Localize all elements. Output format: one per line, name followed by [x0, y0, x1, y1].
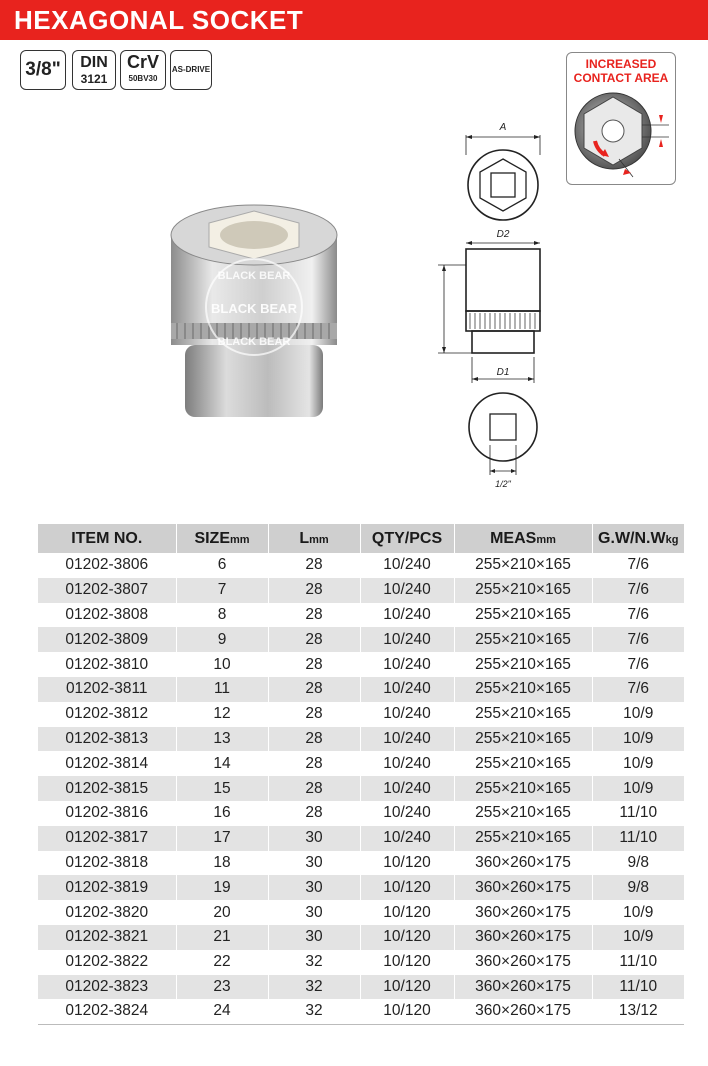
table-cell: 7/6 [627, 605, 650, 623]
table-cell: 32 [268, 999, 360, 1024]
material-badge [120, 50, 166, 90]
table-row [38, 999, 684, 1024]
table-cell: 28 [268, 627, 360, 652]
table-cell: 28 [268, 652, 360, 677]
table-cell: 01202-3815 [38, 776, 176, 801]
table-row [38, 851, 684, 876]
din-badge-label: DIN [80, 54, 108, 71]
column-header-label: L [299, 529, 310, 547]
socket-photo [165, 195, 345, 430]
table-row [38, 900, 684, 925]
table-cell: 255×210×165 [454, 826, 592, 851]
table-cell: 28 [268, 702, 360, 727]
table-cell: 01202-3814 [38, 751, 176, 776]
table-row [38, 727, 684, 752]
table-cell: 10/120 [360, 975, 454, 1000]
table-cell: 01202-3810 [38, 652, 176, 677]
table-cell: 7/6 [592, 627, 684, 652]
table-cell: 13 [176, 727, 268, 752]
table-cell: 12 [176, 702, 268, 727]
dim-drive-label: 1/2" [495, 479, 511, 489]
table-cell: 255×210×165 [454, 652, 592, 677]
watermark-center: BLACK BEAR [211, 301, 297, 316]
table-cell: 01202-3818 [38, 851, 176, 876]
table-cell: 11/10 [619, 953, 658, 971]
table-cell: 255×210×165 [454, 702, 592, 727]
column-header-label: G.W/N.W [598, 529, 666, 547]
table-cell: 9/8 [627, 853, 650, 871]
table-cell: 10/9 [592, 776, 684, 801]
table-cell: 28 [268, 776, 360, 801]
technical-drawing [430, 115, 560, 510]
table-cell: 28 [268, 553, 360, 578]
table-row [38, 578, 684, 603]
table-cell: 30 [268, 900, 360, 925]
table-cell: 10/9 [592, 925, 684, 950]
table-cell: 360×260×175 [454, 875, 592, 900]
table-cell: 01202-3820 [38, 900, 176, 925]
table-cell: 15 [176, 776, 268, 801]
table-cell: 10/120 [360, 925, 454, 950]
table-row [38, 603, 684, 628]
contact-area-label [567, 57, 675, 85]
table-cell: 23 [176, 975, 268, 1000]
table-cell: 255×210×165 [454, 603, 592, 628]
table-row [38, 751, 684, 776]
din-badge-number: 3121 [80, 72, 108, 86]
table-cell: 10 [176, 652, 268, 677]
table-cell: 10/120 [360, 875, 454, 900]
table-cell: 10/9 [623, 903, 654, 921]
column-header [454, 524, 592, 553]
table-cell: 10/240 [360, 627, 454, 652]
table-header-row [38, 524, 684, 553]
dim-a-label: A [499, 122, 507, 133]
table-cell: 9/8 [592, 875, 684, 900]
table-cell: 11/10 [619, 804, 658, 822]
table-cell: 10/240 [360, 578, 454, 603]
table-cell: 01202-3824 [38, 999, 176, 1024]
contact-area-line1: INCREASED [585, 57, 657, 71]
table-cell: 255×210×165 [454, 677, 592, 702]
table-cell: 10/240 [360, 702, 454, 727]
table-cell: 32 [268, 950, 360, 975]
table-cell: 255×210×165 [454, 578, 592, 603]
table-cell: 7 [176, 578, 268, 603]
table-cell: 13/12 [592, 999, 684, 1024]
table-cell: 28 [268, 578, 360, 603]
column-header-label: QTY/PCS [371, 529, 443, 547]
column-header-unit: mm [309, 533, 329, 546]
table-cell: 10/240 [360, 826, 454, 851]
table-row [38, 553, 684, 578]
table-cell: 30 [268, 851, 360, 876]
table-cell: 10/240 [360, 776, 454, 801]
table-cell: 10/240 [360, 603, 454, 628]
dim-d2-label: D2 [496, 229, 510, 240]
table-cell: 10/240 [360, 677, 454, 702]
page-title: HEXAGONAL SOCKET [14, 5, 304, 35]
table-cell: 8 [176, 603, 268, 628]
table-cell: 11 [176, 677, 268, 702]
table-cell: 30 [268, 875, 360, 900]
column-header-label: MEAS [490, 529, 537, 547]
table-cell: 20 [176, 900, 268, 925]
table-cell: 28 [268, 801, 360, 826]
table-cell: 17 [176, 826, 268, 851]
dim-d1-label: D1 [496, 367, 510, 378]
table-cell: 30 [268, 826, 360, 851]
table-row [38, 950, 684, 975]
table-cell: 255×210×165 [454, 801, 592, 826]
table-cell: 10/9 [623, 705, 654, 723]
table-cell: 360×260×175 [454, 900, 592, 925]
table-cell: 360×260×175 [454, 925, 592, 950]
table-row [38, 677, 684, 702]
table-cell: 01202-3819 [38, 875, 176, 900]
column-header-label: SIZE [194, 529, 230, 547]
table-cell: 10/120 [360, 950, 454, 975]
table-row [38, 925, 684, 950]
table-cell: 255×210×165 [454, 727, 592, 752]
column-header [268, 524, 360, 553]
column-header [360, 524, 454, 553]
table-cell: 28 [268, 603, 360, 628]
table-cell: 01202-3822 [38, 950, 176, 975]
table-cell: 10/240 [360, 652, 454, 677]
table-cell: 255×210×165 [454, 776, 592, 801]
table-cell: 11/10 [592, 975, 684, 1000]
table-cell: 28 [268, 751, 360, 776]
column-header [176, 524, 268, 553]
column-header-unit: kg [665, 533, 679, 546]
table-cell: 10/240 [360, 751, 454, 776]
table-row [38, 975, 684, 1000]
table-cell: 01202-3808 [38, 603, 176, 628]
table-cell: 10/9 [592, 727, 684, 752]
table-row [38, 875, 684, 900]
table-cell: 01202-3811 [38, 677, 176, 702]
table-cell: 01202-3809 [38, 627, 176, 652]
table-row [38, 776, 684, 801]
table-cell: 14 [176, 751, 268, 776]
table-cell: 21 [176, 925, 268, 950]
as-drive-badge: AS-DRIVE [170, 50, 212, 90]
table-cell: 22 [176, 950, 268, 975]
table-cell: 01202-3821 [38, 925, 176, 950]
table-cell: 7/6 [592, 578, 684, 603]
table-cell: 6 [176, 553, 268, 578]
table-cell: 10/120 [360, 900, 454, 925]
din-badge [72, 50, 116, 90]
material-badge-label: CrV [126, 52, 159, 72]
table-cell: 10/9 [623, 754, 654, 772]
title-bar [0, 0, 708, 40]
table-cell: 19 [176, 875, 268, 900]
table-cell: 01202-3807 [38, 578, 176, 603]
table-cell: 01202-3812 [38, 702, 176, 727]
column-header [592, 524, 684, 553]
table-cell: 360×260×175 [454, 851, 592, 876]
table-row [38, 826, 684, 851]
drive-size-badge: 3/8" [20, 50, 66, 90]
column-header [38, 524, 176, 553]
table-cell: 32 [268, 975, 360, 1000]
table-cell: 16 [176, 801, 268, 826]
table-cell: 7/6 [627, 556, 650, 574]
table-cell: 7/6 [627, 655, 650, 673]
spec-table [38, 524, 684, 1025]
table-row [38, 702, 684, 727]
table-cell: 28 [268, 727, 360, 752]
table-cell: 255×210×165 [454, 553, 592, 578]
table-body [38, 553, 684, 1024]
table-cell: 7/6 [592, 677, 684, 702]
table-cell: 360×260×175 [454, 950, 592, 975]
contact-area-line2: CONTACT AREA [573, 71, 669, 85]
table-cell: 255×210×165 [454, 627, 592, 652]
table-cell: 10/240 [360, 727, 454, 752]
contact-area-inset [566, 52, 676, 185]
table-cell: 11/10 [592, 826, 684, 851]
table-cell: 01202-3816 [38, 801, 176, 826]
table-cell: 10/240 [360, 801, 454, 826]
table-cell: 01202-3813 [38, 727, 176, 752]
column-header-label: ITEM NO. [71, 529, 143, 547]
table-cell: 01202-3817 [38, 826, 176, 851]
table-cell: 18 [176, 851, 268, 876]
table-cell: 10/240 [360, 553, 454, 578]
table-row [38, 801, 684, 826]
table-cell: 24 [176, 999, 268, 1024]
watermark-top: BLACK BEAR [217, 270, 291, 282]
table-cell: 10/120 [360, 851, 454, 876]
table-row [38, 627, 684, 652]
column-header-unit: mm [536, 533, 556, 546]
column-header-unit: mm [230, 533, 250, 546]
table-cell: 30 [268, 925, 360, 950]
table-cell: 360×260×175 [454, 975, 592, 1000]
table-cell: 10/120 [360, 999, 454, 1024]
table-cell: 360×260×175 [454, 999, 592, 1024]
table-cell: 9 [176, 627, 268, 652]
hex-contact-icon [571, 85, 671, 181]
watermark-bottom: BLACK BEAR [217, 336, 291, 348]
material-badge-grade: 50BV30 [128, 74, 158, 83]
table-cell: 01202-3823 [38, 975, 176, 1000]
table-cell: 28 [268, 677, 360, 702]
table-cell: 01202-3806 [38, 553, 176, 578]
table-cell: 255×210×165 [454, 751, 592, 776]
table-row [38, 652, 684, 677]
